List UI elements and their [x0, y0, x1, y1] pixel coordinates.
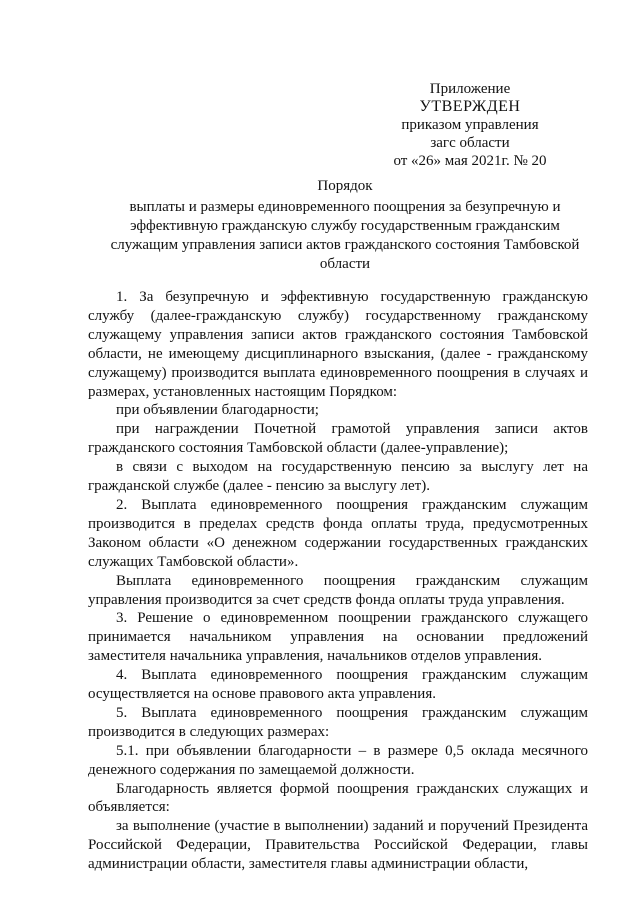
document-title — [95, 177, 595, 274]
order-label: приказом управления — [401, 117, 539, 133]
paragraph: 4. Выплата единовременного поощрения гражданским служащим осуществляется на основе правового акта управления. — [88, 667, 588, 703]
approval-stamp — [360, 80, 580, 170]
paragraph: при объявлении благодарности; — [116, 402, 319, 419]
paragraph: при награждении Почетной грамотой управления записи актов гражданского состояния Тамбовской области (далее-управление); — [88, 421, 588, 457]
approved-label: УТВЕРЖДЕН — [419, 98, 521, 115]
title-subtitle: выплаты и размеры единовременного поощрения за безупречную и эффективную гражданскую службу государственным гражданским служащим управления записи актов гражданского состояния Тамбовской области — [110, 199, 580, 272]
title-heading: Порядок — [317, 178, 373, 194]
paragraph: Выплата единовременного поощрения гражданским служащим управления производится за счет средств фонда оплаты труда управления. — [88, 572, 588, 608]
paragraph: 5.1. при объявлении благодарности – в размере 0,5 оклада месячного денежного содержания по замещаемой должности. — [88, 742, 588, 778]
agency-label: загс области — [430, 135, 510, 151]
paragraph: за выполнение (участие в выполнении) заданий и поручений Президента Российской Федерации, Правительства Российской Федерации, главы администрации области, заместителя главы администрации области, — [88, 818, 588, 873]
order-date: от «26» мая 2021г. № 20 — [393, 153, 547, 169]
paragraph: 1. За безупречную и эффективную государственную гражданскую службу (далее-гражданскую службу) государственному гражданскому служащему управления записи актов гражданского состояния Тамбовской области, не имеющему дисциплинарного взыскания, (далее - гражданскому служащему) производится выплата единовременного поощрения в случаях и размерах, установленных настоящим Порядком: — [88, 289, 588, 400]
paragraph: 2. Выплата единовременного поощрения гражданским служащим производится в пределах средств фонда оплаты труда, предусмотренных Законом области «О денежном содержании государственных гражданских служащих Тамбовской области». — [88, 496, 588, 570]
paragraph: 3. Решение о единовременном поощрении гражданского служащего принимается начальником управления на основании предложений заместителя начальника управления, начальников отделов управления. — [88, 610, 588, 665]
paragraph: в связи с выходом на государственную пенсию за выслугу лет на гражданской службе (далее - пенсию за выслугу лет). — [88, 459, 588, 495]
appendix-label: Приложение — [429, 81, 511, 97]
paragraph: Благодарность является формой поощрения гражданских служащих и объявляется: — [88, 780, 588, 816]
paragraph: 5. Выплата единовременного поощрения гражданским служащим производится в следующих размерах: — [88, 704, 588, 740]
document-body — [88, 288, 588, 874]
